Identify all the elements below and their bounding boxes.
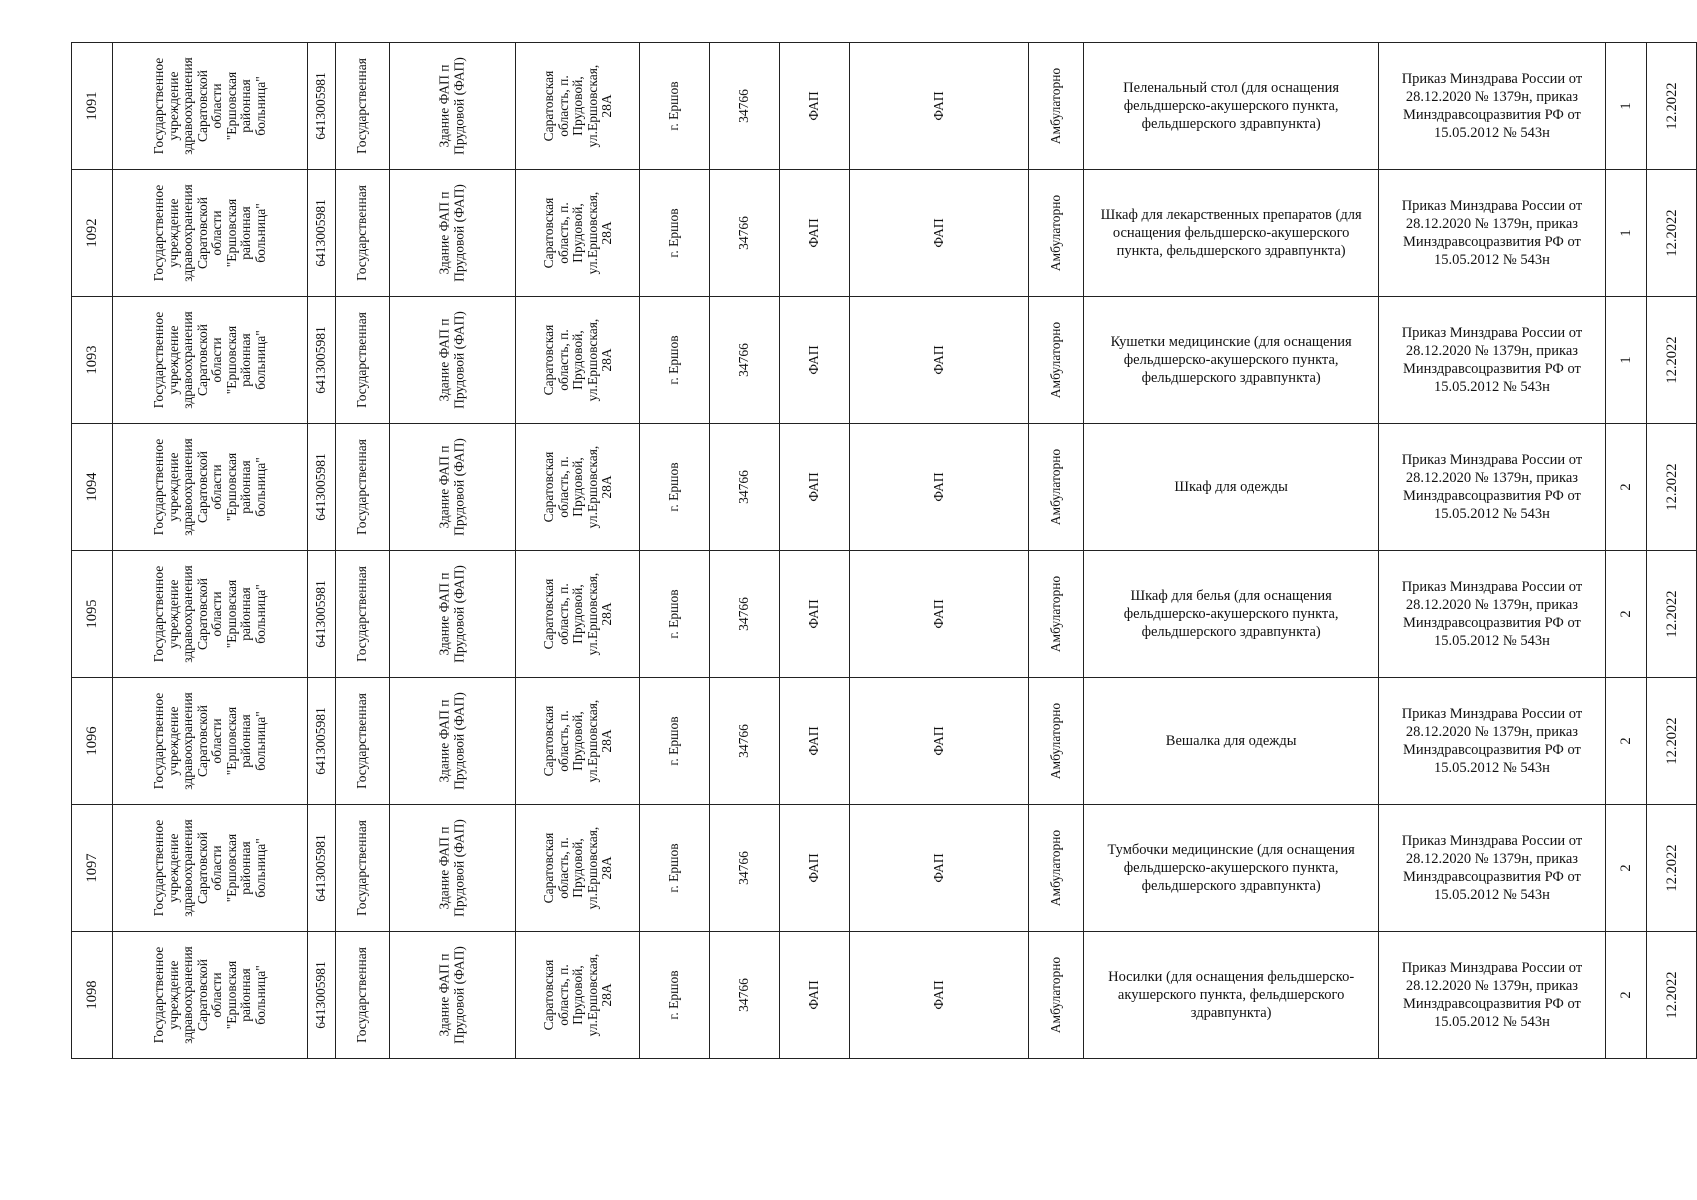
cell-code-text: 34766 [736,851,752,885]
cell-equipment-text: Тумбочки медицинские (для оснащения фельдшерско-акушерского пункта, фельдшерского здравпункта) [1107,842,1355,894]
cell-building-text: Здание ФАП п Прудовой (ФАП) [436,692,467,790]
cell-department [849,297,1028,424]
table-row [72,805,1697,932]
cell-equipment-text: Шкаф для лекарственных препаратов (для оснащения фельдшерско-акушерского пункта, фельдшерского здравпункта) [1100,207,1362,259]
cell-address-text: Саратовская область, п. Прудовой, ул.Ершовская, 28А [540,445,614,529]
cell-unit-text: ФАП [805,472,821,502]
cell-address [516,551,640,678]
cell-organization-text: Государственное учреждение здравоохранения Саратовской области "Ершовская районная больница" [150,184,268,282]
cell-inn [307,424,335,551]
cell-care-type [1028,805,1083,932]
cell-address [516,297,640,424]
cell-city [640,170,710,297]
cell-ownership [335,170,389,297]
cell-legal-basis [1379,424,1606,551]
cell-row-number [72,678,113,805]
cell-department [849,805,1028,932]
cell-row-number [72,297,113,424]
cell-care-type-text: Амбулаторно [1047,829,1063,907]
cell-ownership [335,805,389,932]
cell-unit-text: ФАП [805,91,821,121]
cell-legal-basis-text: Приказ Минздрава России от 28.12.2020 № 1379н, приказ Минздравсоцразвития РФ от 15.05.2012 № 543н [1401,325,1583,395]
cell-organization-text: Государственное учреждение здравоохранения Саратовской области "Ершовская районная больница" [150,946,268,1044]
cell-inn [307,551,335,678]
cell-quantity [1605,170,1647,297]
cell-ownership [335,424,389,551]
cell-row-number-text: 1098 [83,980,100,1010]
cell-code-text: 34766 [736,470,752,504]
cell-organization-text: Государственное учреждение здравоохранения Саратовской области "Ершовская районная больница" [150,819,268,917]
cell-care-type-text: Амбулаторно [1047,194,1063,272]
cell-code [709,932,779,1059]
cell-inn-text: 6413005981 [312,199,328,267]
cell-quantity-text: 2 [1617,610,1634,618]
cell-organization [112,551,307,678]
cell-row-number-text: 1093 [83,345,100,375]
cell-unit-text: ФАП [805,853,821,883]
cell-code-text: 34766 [736,724,752,758]
cell-quantity-text: 1 [1617,102,1634,110]
cell-unit [779,551,849,678]
cell-legal-basis-text: Приказ Минздрава России от 28.12.2020 № 1379н, приказ Минздравсоцразвития РФ от 15.05.2012 № 543н [1401,71,1583,141]
cell-organization-text: Государственное учреждение здравоохранения Саратовской области "Ершовская районная больница" [150,565,268,663]
cell-ownership-text: Государственная [354,693,370,789]
cell-code [709,424,779,551]
cell-equipment [1084,805,1379,932]
cell-address-text: Саратовская область, п. Прудовой, ул.Ершовская, 28А [540,64,614,148]
cell-inn-text: 6413005981 [312,707,328,775]
cell-date [1647,43,1697,170]
cell-city-text: г. Ершов [666,208,682,258]
cell-care-type-text: Амбулаторно [1047,702,1063,780]
cell-equipment [1084,297,1379,424]
cell-care-type [1028,678,1083,805]
cell-organization [112,424,307,551]
cell-date-text: 12.2022 [1663,971,1680,1019]
cell-city [640,678,710,805]
cell-city-text: г. Ершов [666,335,682,385]
cell-unit [779,297,849,424]
cell-ownership [335,43,389,170]
cell-quantity-text: 2 [1617,483,1634,491]
cell-unit [779,43,849,170]
cell-ownership-text: Государственная [354,947,370,1043]
cell-row-number-text: 1091 [83,91,100,121]
cell-department-text: ФАП [930,853,946,883]
cell-code-text: 34766 [736,597,752,631]
cell-address-text: Саратовская область, п. Прудовой, ул.Ершовская, 28А [540,318,614,402]
table-row [72,170,1697,297]
cell-care-type-text: Амбулаторно [1047,956,1063,1034]
cell-address-text: Саратовская область, п. Прудовой, ул.Ершовская, 28А [540,826,614,910]
cell-legal-basis [1379,932,1606,1059]
table-row [72,678,1697,805]
cell-inn-text: 6413005981 [312,961,328,1029]
cell-date-text: 12.2022 [1663,209,1680,257]
cell-date-text: 12.2022 [1663,844,1680,892]
cell-department-text: ФАП [930,599,946,629]
cell-unit [779,678,849,805]
cell-quantity-text: 2 [1617,864,1634,872]
cell-inn [307,678,335,805]
cell-building [389,170,515,297]
cell-department [849,43,1028,170]
cell-building [389,424,515,551]
cell-code [709,43,779,170]
cell-date [1647,297,1697,424]
cell-care-type-text: Амбулаторно [1047,321,1063,399]
cell-department-text: ФАП [930,472,946,502]
cell-organization [112,932,307,1059]
cell-legal-basis-text: Приказ Минздрава России от 28.12.2020 № 1379н, приказ Минздравсоцразвития РФ от 15.05.2012 № 543н [1401,452,1583,522]
cell-quantity [1605,43,1647,170]
cell-code-text: 34766 [736,216,752,250]
cell-date-text: 12.2022 [1663,590,1680,638]
cell-inn-text: 6413005981 [312,834,328,902]
cell-legal-basis-text: Приказ Минздрава России от 28.12.2020 № 1379н, приказ Минздравсоцразвития РФ от 15.05.2012 № 543н [1401,706,1583,776]
cell-legal-basis [1379,170,1606,297]
cell-inn [307,805,335,932]
cell-care-type [1028,297,1083,424]
cell-city-text: г. Ершов [666,81,682,131]
cell-equipment [1084,170,1379,297]
cell-unit-text: ФАП [805,345,821,375]
cell-department-text: ФАП [930,218,946,248]
cell-building [389,932,515,1059]
cell-legal-basis [1379,43,1606,170]
cell-equipment [1084,932,1379,1059]
cell-date [1647,678,1697,805]
cell-address-text: Саратовская область, п. Прудовой, ул.Ершовская, 28А [540,572,614,656]
cell-quantity-text: 1 [1617,356,1634,364]
cell-address [516,43,640,170]
cell-department [849,170,1028,297]
cell-department-text: ФАП [930,980,946,1010]
cell-department-text: ФАП [930,726,946,756]
cell-department-text: ФАП [930,345,946,375]
cell-department [849,932,1028,1059]
cell-department [849,551,1028,678]
cell-organization-text: Государственное учреждение здравоохранения Саратовской области "Ершовская районная больница" [150,692,268,790]
cell-equipment-text: Шкаф для белья (для оснащения фельдшерско-акушерского пункта, фельдшерского здравпункта) [1123,588,1339,640]
cell-date-text: 12.2022 [1663,82,1680,130]
cell-organization [112,678,307,805]
cell-quantity [1605,932,1647,1059]
cell-building [389,297,515,424]
cell-quantity [1605,297,1647,424]
cell-ownership-text: Государственная [354,58,370,154]
cell-quantity-text: 2 [1617,737,1634,745]
table-row [72,297,1697,424]
cell-code [709,170,779,297]
cell-code [709,551,779,678]
cell-legal-basis [1379,297,1606,424]
cell-row-number [72,805,113,932]
cell-inn [307,297,335,424]
cell-building-text: Здание ФАП п Прудовой (ФАП) [436,57,467,155]
cell-organization [112,805,307,932]
cell-care-type [1028,932,1083,1059]
cell-unit-text: ФАП [805,218,821,248]
cell-building-text: Здание ФАП п Прудовой (ФАП) [436,311,467,409]
cell-equipment-text: Кушетки медицинские (для оснащения фельдшерско-акушерского пункта, фельдшерского здравпункта) [1110,334,1352,386]
cell-building-text: Здание ФАП п Прудовой (ФАП) [436,184,467,282]
cell-building [389,551,515,678]
table-row [72,43,1697,170]
cell-quantity-text: 2 [1617,991,1634,999]
cell-inn [307,932,335,1059]
cell-legal-basis-text: Приказ Минздрава России от 28.12.2020 № 1379н, приказ Минздравсоцразвития РФ от 15.05.2012 № 543н [1401,579,1583,649]
cell-city [640,424,710,551]
cell-row-number [72,43,113,170]
cell-row-number [72,424,113,551]
cell-unit [779,170,849,297]
cell-quantity [1605,551,1647,678]
cell-ownership [335,678,389,805]
cell-inn-text: 6413005981 [312,326,328,394]
cell-row-number-text: 1097 [83,853,100,883]
cell-quantity [1605,424,1647,551]
cell-ownership [335,932,389,1059]
cell-date [1647,932,1697,1059]
cell-ownership [335,297,389,424]
cell-code [709,297,779,424]
cell-code-text: 34766 [736,343,752,377]
cell-unit-text: ФАП [805,599,821,629]
cell-inn-text: 6413005981 [312,453,328,521]
cell-organization-text: Государственное учреждение здравоохранения Саратовской области "Ершовская районная больница" [150,438,268,536]
cell-quantity [1605,805,1647,932]
cell-legal-basis [1379,551,1606,678]
cell-legal-basis [1379,805,1606,932]
cell-equipment [1084,551,1379,678]
cell-inn-text: 6413005981 [312,72,328,140]
table-row [72,932,1697,1059]
cell-address-text: Саратовская область, п. Прудовой, ул.Ершовская, 28А [540,953,614,1037]
cell-ownership-text: Государственная [354,312,370,408]
cell-address [516,805,640,932]
cell-legal-basis-text: Приказ Минздрава России от 28.12.2020 № 1379н, приказ Минздравсоцразвития РФ от 15.05.2012 № 543н [1401,960,1583,1030]
cell-building-text: Здание ФАП п Прудовой (ФАП) [436,565,467,663]
cell-city [640,43,710,170]
cell-city [640,932,710,1059]
cell-city [640,297,710,424]
cell-equipment-text: Носилки (для оснащения фельдшерско-акушерского пункта, фельдшерского здравпункта) [1108,969,1355,1021]
cell-code-text: 34766 [736,89,752,123]
cell-date-text: 12.2022 [1663,463,1680,511]
cell-care-type [1028,551,1083,678]
cell-code [709,805,779,932]
cell-row-number-text: 1095 [83,599,100,629]
cell-address [516,678,640,805]
cell-unit [779,805,849,932]
cell-ownership-text: Государственная [354,185,370,281]
cell-legal-basis-text: Приказ Минздрава России от 28.12.2020 № 1379н, приказ Минздравсоцразвития РФ от 15.05.2012 № 543н [1401,198,1583,268]
cell-equipment [1084,424,1379,551]
cell-address [516,424,640,551]
cell-unit [779,932,849,1059]
cell-legal-basis [1379,678,1606,805]
cell-row-number [72,551,113,678]
cell-row-number-text: 1096 [83,726,100,756]
cell-care-type-text: Амбулаторно [1047,575,1063,653]
cell-ownership-text: Государственная [354,566,370,662]
cell-department-text: ФАП [930,91,946,121]
cell-code [709,678,779,805]
cell-ownership [335,551,389,678]
cell-city-text: г. Ершов [666,462,682,512]
cell-row-number-text: 1092 [83,218,100,248]
cell-building-text: Здание ФАП п Прудовой (ФАП) [436,946,467,1044]
cell-equipment-text: Пеленальный стол (для оснащения фельдшерско-акушерского пункта, фельдшерского здравпункта) [1123,80,1340,132]
cell-unit [779,424,849,551]
cell-equipment [1084,678,1379,805]
cell-ownership-text: Государственная [354,820,370,916]
cell-equipment [1084,43,1379,170]
cell-legal-basis-text: Приказ Минздрава России от 28.12.2020 № 1379н, приказ Минздравсоцразвития РФ от 15.05.2012 № 543н [1401,833,1583,903]
cell-building [389,805,515,932]
cell-quantity [1605,678,1647,805]
cell-date-text: 12.2022 [1663,717,1680,765]
cell-unit-text: ФАП [805,726,821,756]
cell-care-type [1028,170,1083,297]
cell-department [849,424,1028,551]
cell-care-type-text: Амбулаторно [1047,448,1063,526]
cell-date [1647,424,1697,551]
cell-organization-text: Государственное учреждение здравоохранения Саратовской области "Ершовская районная больница" [150,57,268,155]
cell-date [1647,170,1697,297]
cell-code-text: 34766 [736,978,752,1012]
cell-city-text: г. Ершов [666,716,682,766]
cell-date [1647,551,1697,678]
cell-ownership-text: Государственная [354,439,370,535]
cell-care-type [1028,43,1083,170]
table-row [72,551,1697,678]
cell-address [516,932,640,1059]
cell-department [849,678,1028,805]
cell-organization [112,43,307,170]
cell-building [389,678,515,805]
cell-city-text: г. Ершов [666,970,682,1020]
cell-inn-text: 6413005981 [312,580,328,648]
table-row [72,424,1697,551]
cell-organization-text: Государственное учреждение здравоохранения Саратовской области "Ершовская районная больница" [150,311,268,409]
cell-row-number [72,932,113,1059]
cell-organization [112,297,307,424]
cell-care-type [1028,424,1083,551]
cell-row-number [72,170,113,297]
cell-inn [307,43,335,170]
cell-building [389,43,515,170]
cell-unit-text: ФАП [805,980,821,1010]
cell-address-text: Саратовская область, п. Прудовой, ул.Ершовская, 28А [540,191,614,275]
cell-organization [112,170,307,297]
cell-row-number-text: 1094 [83,472,100,502]
cell-equipment-text: Шкаф для одежды [1174,479,1288,495]
cell-city [640,805,710,932]
cell-date-text: 12.2022 [1663,336,1680,384]
cell-building-text: Здание ФАП п Прудовой (ФАП) [436,819,467,917]
cell-city-text: г. Ершов [666,843,682,893]
cell-address-text: Саратовская область, п. Прудовой, ул.Ершовская, 28А [540,699,614,783]
cell-address [516,170,640,297]
cell-care-type-text: Амбулаторно [1047,67,1063,145]
cell-inn [307,170,335,297]
cell-equipment-text: Вешалка для одежды [1165,733,1297,749]
cell-quantity-text: 1 [1617,229,1634,237]
cell-building-text: Здание ФАП п Прудовой (ФАП) [436,438,467,536]
equipment-table [71,42,1697,1059]
cell-date [1647,805,1697,932]
cell-city-text: г. Ершов [666,589,682,639]
cell-city [640,551,710,678]
